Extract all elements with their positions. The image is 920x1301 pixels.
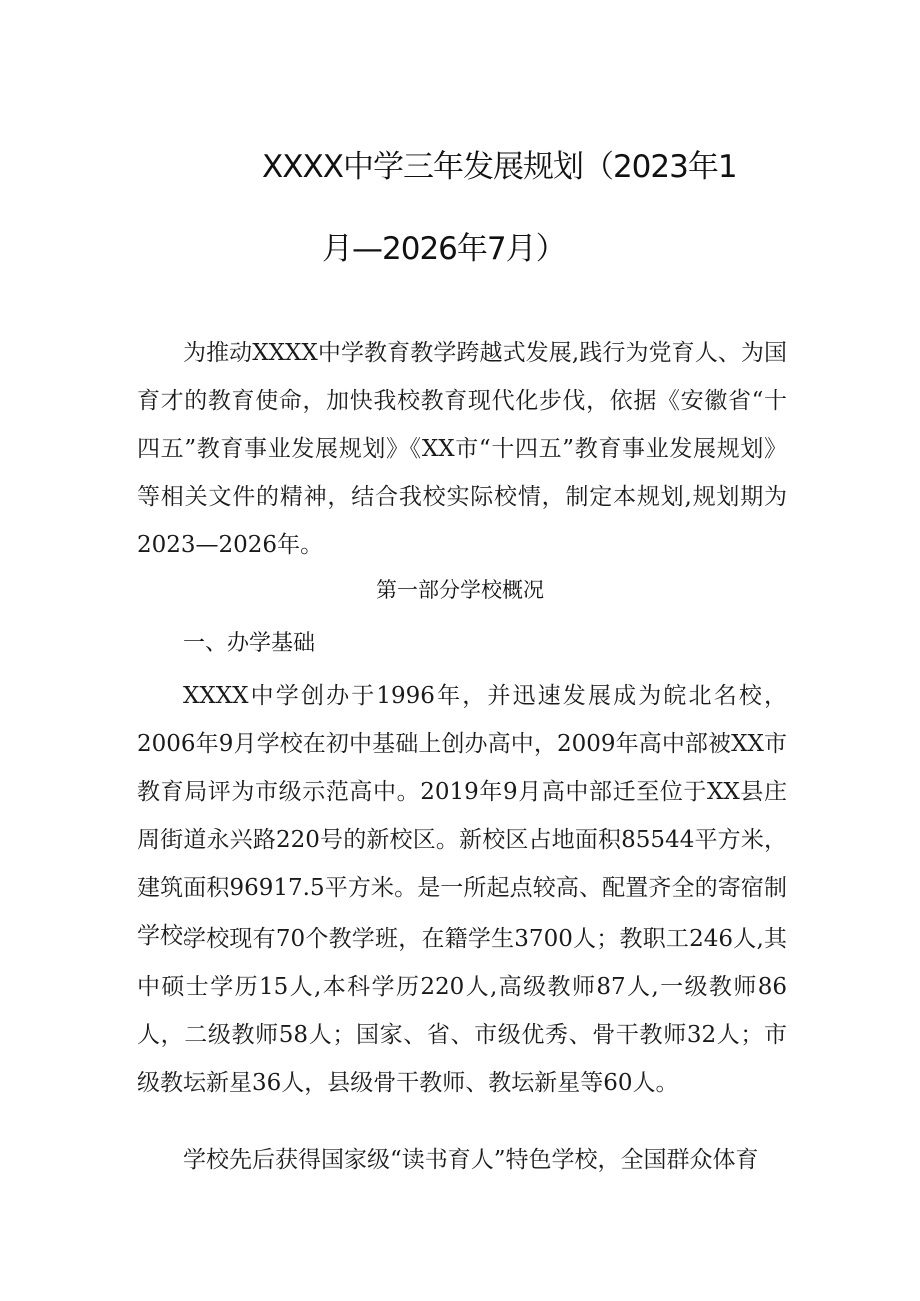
history-paragraph: XXXX中学创办于1996年，并迅速发展成为皖北名校，2006年9月学校在初中基础上创办高中，2009年高中部被XX市教育局评为市级示范高中。2019年9月高中部迁至位于XX县庄周街道永兴路220号的新校区。新校区占地面积85544平方米，建筑面积96917.5平方米。是一所起点较高、配置齐全的寄宿制学校。 (137, 683, 787, 949)
sub-heading: 一、办学基础 (183, 631, 316, 656)
document-title-line-1: XXXX中学三年发展规划（2023年1 (262, 149, 737, 185)
intro-paragraph: 为推动XXXX中学教育教学跨越式发展,践行为党育人、为国育才的教育使命，加快我校教育现代化步伐，依据《安徽省“十四五”教育事业发展规划》《XX市“十四五”教育事业发展规划》等相关文件的精神，结合我校实际校情，制定本规划,规划期为2023—2026年。 (137, 340, 787, 558)
staff-paragraph: 学校现有70个教学班，在籍学生3700人；教职工246人,其中硕士学历15人,本科学历220人,高级教师87人,一级教师86人，二级教师58人；国家、省、市级优秀、骨干教师32人；市级教坛新星36人，县级骨干教师、教坛新星等60人。 (137, 926, 787, 1096)
awards-paragraph: 学校先后获得国家级“读书育人”特色学校，全国群众体育 (183, 1147, 759, 1173)
section-heading: 第一部分学校概况 (376, 578, 544, 602)
document-title-line-2: 月—2026年7月） (322, 231, 566, 267)
